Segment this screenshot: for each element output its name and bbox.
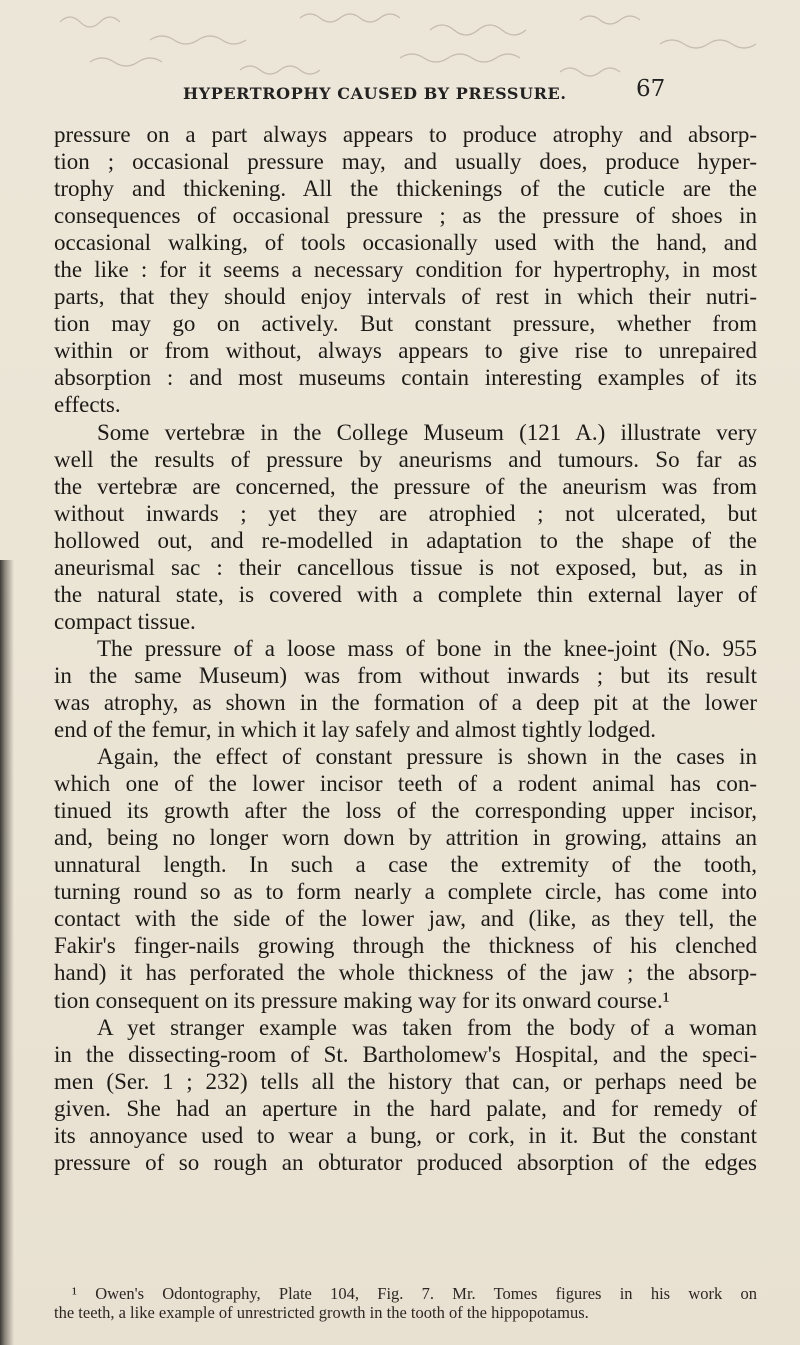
text-line: absorption : and most museums contain interesting examples of its [54, 365, 757, 391]
text-line: consequences of occasional pressure ; as the pressure of shoes in [54, 203, 757, 229]
text-line: effects. [54, 392, 121, 418]
text-line: men (Ser. 1 ; 232) tells all the history that can, or perhaps need be [54, 1068, 757, 1094]
text-line: trophy and thickening. All the thickenings of the cuticle are the [54, 176, 757, 202]
footnote-line: the teeth, a like example of unrestricted growth in the tooth of the hippopotamus. [54, 1303, 589, 1322]
text-line: tinued its growth after the loss of the corresponding upper incisor, [54, 798, 757, 824]
text-line: in the dissecting-room of St. Bartholomew's Hospital, and the speci- [54, 1041, 757, 1067]
text-line: the like : for it seems a necessary condition for hypertrophy, in most [54, 257, 757, 283]
text-line: parts, that they should enjoy intervals of rest in which their nutri- [54, 284, 757, 310]
text-line: its annoyance used to wear a bung, or cork, in it. But the constant [54, 1122, 757, 1148]
text-line: aneurismal sac : their cancellous tissue is not exposed, but, as in [54, 554, 757, 580]
text-line: The pressure of a loose mass of bone in the knee-joint (No. 955 [97, 635, 757, 661]
text-line: end of the femur, in which it lay safely and almost tightly lodged. [54, 717, 657, 743]
text-line: tion consequent on its pressure making way for its onward course.¹ [54, 987, 670, 1013]
text-line: compact tissue. [54, 608, 196, 634]
footnotes [54, 1284, 757, 1322]
text-line: unnatural length. In such a case the extremity of the tooth, [54, 852, 757, 878]
text-line: contact with the side of the lower jaw, and (like, as they tell, the [54, 906, 757, 932]
text-line: Some vertebræ in the College Museum (121 A.) illustrate very [97, 419, 757, 445]
text-line: within or from without, always appears to give rise to unrepaired [54, 338, 757, 364]
page-number: 67 [636, 76, 666, 102]
text-line: Again, the effect of constant pressure is shown in the cases in [97, 744, 757, 770]
text-line: hand) it has perforated the whole thickness of the jaw ; the absorp- [54, 960, 757, 986]
running-head-title: HYPERTROPHY CAUSED BY PRESSURE. [183, 84, 567, 103]
text-line: hollowed out, and re-modelled in adaptation to the shape of the [54, 527, 757, 553]
bleed-through-ink [0, 0, 800, 90]
body-text [54, 121, 757, 1176]
text-line: given. She had an aperture in the hard palate, and for remedy of [54, 1095, 757, 1121]
text-line: without inwards ; yet they are atrophied ; not ulcerated, but [54, 500, 757, 526]
text-line: which one of the lower incisor teeth of a rodent animal has con- [54, 771, 757, 797]
text-line: well the results of pressure by aneurisms and tumours. So far as [54, 446, 757, 472]
text-line: turning round so as to form nearly a complete circle, has come into [54, 879, 757, 905]
text-line: tion ; occasional pressure may, and usually does, produce hyper- [54, 149, 757, 175]
footnote-line: ¹ Owen's Odontography, Plate 104, Fig. 7. Mr. Tomes figures in his work on [72, 1284, 757, 1303]
text-line: A yet stranger example was taken from the body of a woman [97, 1014, 757, 1040]
text-line: occasional walking, of tools occasionally used with the hand, and [54, 230, 757, 256]
text-line: pressure of so rough an obturator produced absorption of the edges [54, 1149, 757, 1175]
running-head [0, 76, 800, 112]
text-line: Fakir's finger-nails growing through the thickness of his clenched [54, 933, 757, 959]
binding-shadow [0, 560, 14, 1345]
text-line: and, being no longer worn down by attrition in growing, attains an [54, 825, 757, 851]
text-line: tion may go on actively. But constant pressure, whether from [54, 311, 757, 337]
text-line: pressure on a part always appears to produce atrophy and absorp- [54, 122, 757, 147]
text-line: was atrophy, as shown in the formation of a deep pit at the lower [54, 689, 757, 715]
text-line: the vertebræ are concerned, the pressure of the aneurism was from [54, 473, 757, 499]
text-line: in the same Museum) was from without inwards ; but its result [54, 662, 757, 688]
text-line: the natural state, is covered with a complete thin external layer of [54, 581, 757, 607]
